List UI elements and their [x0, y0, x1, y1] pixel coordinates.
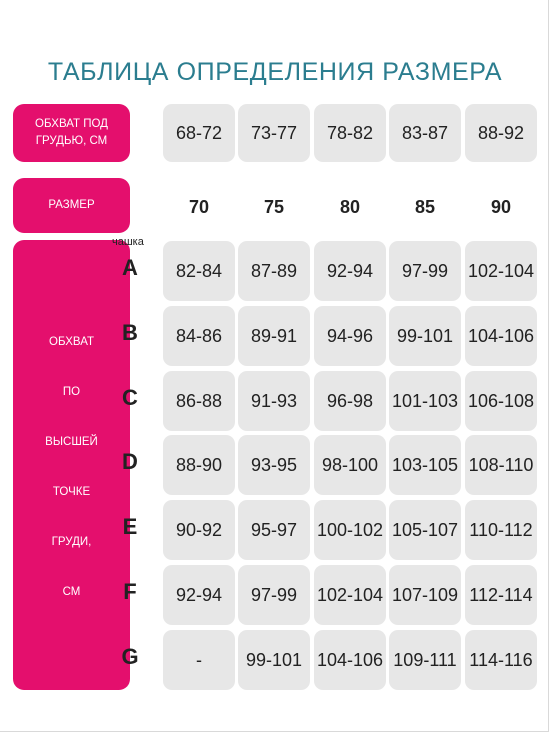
underbust-label-line2: ГРУДЬЮ, СМ — [35, 135, 108, 147]
bust-cell: 92-94 — [163, 565, 235, 625]
cup-header: чашка — [112, 236, 144, 248]
bust-cell: 93-95 — [238, 435, 310, 495]
underbust-cell: 88-92 — [465, 104, 537, 162]
bust-cell: 107-109 — [389, 565, 461, 625]
underbust-cell: 78-82 — [314, 104, 386, 162]
bust-cell: 87-89 — [238, 241, 310, 301]
bust-cell: 108-110 — [465, 435, 537, 495]
bust-cell: 112-114 — [465, 565, 537, 625]
bust-label-line: ВЫСШЕЙ — [45, 436, 98, 448]
cup-letter: E — [122, 514, 138, 539]
size-cell: 90 — [490, 197, 512, 217]
bust-cell: 100-102 — [314, 500, 386, 560]
bust-cell: 99-101 — [389, 306, 461, 366]
bust-cell: 106-108 — [465, 371, 537, 431]
size-cell: 85 — [414, 197, 436, 217]
bust-cell: 89-91 — [238, 306, 310, 366]
cup-letter: G — [121, 644, 139, 669]
bust-cell: 92-94 — [314, 241, 386, 301]
bust-cell: 110-112 — [465, 500, 537, 560]
size-cell: 80 — [339, 197, 361, 217]
bust-cell: 95-97 — [238, 500, 310, 560]
bust-label-line: ТОЧКЕ — [52, 486, 91, 498]
bust-cell: 114-116 — [465, 630, 537, 690]
bust-label-line: ПО — [62, 386, 81, 398]
bust-cell: 101-103 — [389, 371, 461, 431]
bust-cell: 94-96 — [314, 306, 386, 366]
underbust-cell: 83-87 — [389, 104, 461, 162]
bust-cell: 105-107 — [389, 500, 461, 560]
size-cell: 70 — [188, 197, 210, 217]
cup-letter: D — [122, 449, 138, 474]
bust-label-line: СМ — [62, 586, 81, 598]
bust-label — [13, 240, 130, 690]
cup-letter: C — [122, 385, 138, 410]
cup-letter: A — [122, 255, 138, 280]
bust-cell: 84-86 — [163, 306, 235, 366]
bust-cell: 102-104 — [314, 565, 386, 625]
bust-cell: 97-99 — [238, 565, 310, 625]
bust-cell: 82-84 — [163, 241, 235, 301]
bust-cell: 91-93 — [238, 371, 310, 431]
page-title: ТАБЛИЦА ОПРЕДЕЛЕНИЯ РАЗМЕРА — [47, 58, 503, 86]
bust-label-line: ОБХВАТ — [49, 336, 94, 348]
bust-cell: 98-100 — [314, 435, 386, 495]
bust-cell: 104-106 — [314, 630, 386, 690]
bust-label-line: ГРУДИ, — [51, 536, 92, 548]
underbust-label — [13, 104, 130, 162]
underbust-cell: 68-72 — [163, 104, 235, 162]
size-label: РАЗМЕР — [13, 178, 130, 233]
bust-cell: 97-99 — [389, 241, 461, 301]
underbust-cell: 73-77 — [238, 104, 310, 162]
bust-cell: 90-92 — [163, 500, 235, 560]
bust-cell: - — [163, 630, 235, 690]
size-cell: 75 — [263, 197, 285, 217]
underbust-label-line1: ОБХВАТ ПОД — [35, 118, 108, 130]
cup-letter: B — [122, 320, 138, 345]
bust-cell: 96-98 — [314, 371, 386, 431]
bust-cell: 104-106 — [465, 306, 537, 366]
bust-cell: 99-101 — [238, 630, 310, 690]
bust-cell: 109-111 — [389, 630, 461, 690]
cup-letter: F — [123, 579, 137, 604]
bust-cell: 86-88 — [163, 371, 235, 431]
bust-cell: 103-105 — [389, 435, 461, 495]
bust-cell: 88-90 — [163, 435, 235, 495]
bust-cell: 102-104 — [465, 241, 537, 301]
